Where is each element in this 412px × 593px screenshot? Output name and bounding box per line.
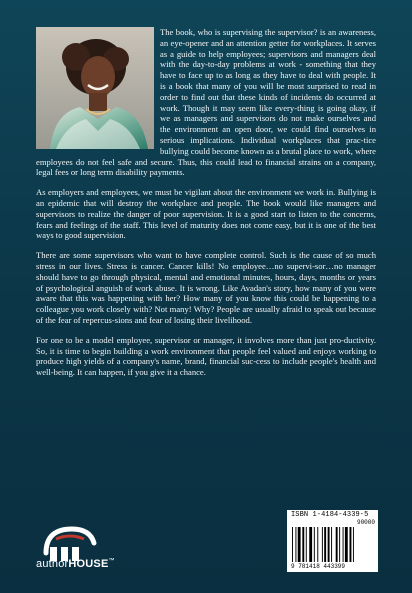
- author-photo: [36, 27, 160, 153]
- barcode-box: [287, 510, 378, 572]
- paragraph-2: As employers and employees, we must be vigilant about the environment we work in. Bullying is an epidemic that will destroy the workplace and people. The book would like managers and supervisors to realize the danger of poor supervision. It is a good start to listen to the concerns, fears and feelings of the staff. This level of maturity does not come easy, but it is one of the best ways to good supervision.: [36, 187, 376, 241]
- price-code: 90000: [356, 519, 375, 526]
- publisher-name-bold: HOUSE: [68, 558, 109, 570]
- publisher-name-light: author: [36, 558, 69, 570]
- paragraph-4: For one to be a model employee, supervisor or manager, it involves more than just pro-ductivity. So, it is time to begin building a work environment that people feel valued and enjoys working to produce high yields of a company's name, brand, financial suc-cess to include people's health and well-being. It can happen, if you give it a chance.: [36, 334, 376, 378]
- publisher-name: [36, 558, 115, 570]
- isbn-label: ISBN 1-4184-4339-5: [291, 511, 369, 519]
- publisher-trademark: ™: [108, 558, 115, 564]
- barcode-number: 9 781418 443399: [291, 563, 346, 570]
- paragraph-1: The book, who is supervising the supervisor? is an awareness, an eye-opener and an attention getter for workplaces. It serves as a guide to help employees; supervisors and managers deal with the day-to-day problems at work - something that they have to face up to as long as they have to deal with people. It is a book that many of you will be most surprised to read in order to find out that these kinds of incidents do occurred at work. Though it may seem like every-thing is going okay, if we as managers and supervisors do not make ourselves and the environment an open door, we could find ourselves in serious implications. Individual workplaces that prac-tice bullying could become known as a brutal place to work, where employees do not feel safe and secure. Thus, this could lead to financial strains on a company, legal fees or long term disability payments.: [36, 27, 376, 178]
- back-cover-text: [36, 27, 376, 387]
- paragraph-3: There are some supervisors who want to have complete control. Such is the cause of so much stress in our lives. Stress is cancer. Cancer kills! No employee…no supervi-sor…no manager should have to go through physical, mental and emotional minutes, hours, days, months or years of psychological anguish of work abuse. It is wrong. Like Avadan's story, how many of you were aware that this was happening with her? How many of you know this could be happening to a colleague you work closely with? Not many! Why? People are usually afraid to speak out because of the fear of repercus-sions and fear of losing their livelihood.: [36, 250, 376, 325]
